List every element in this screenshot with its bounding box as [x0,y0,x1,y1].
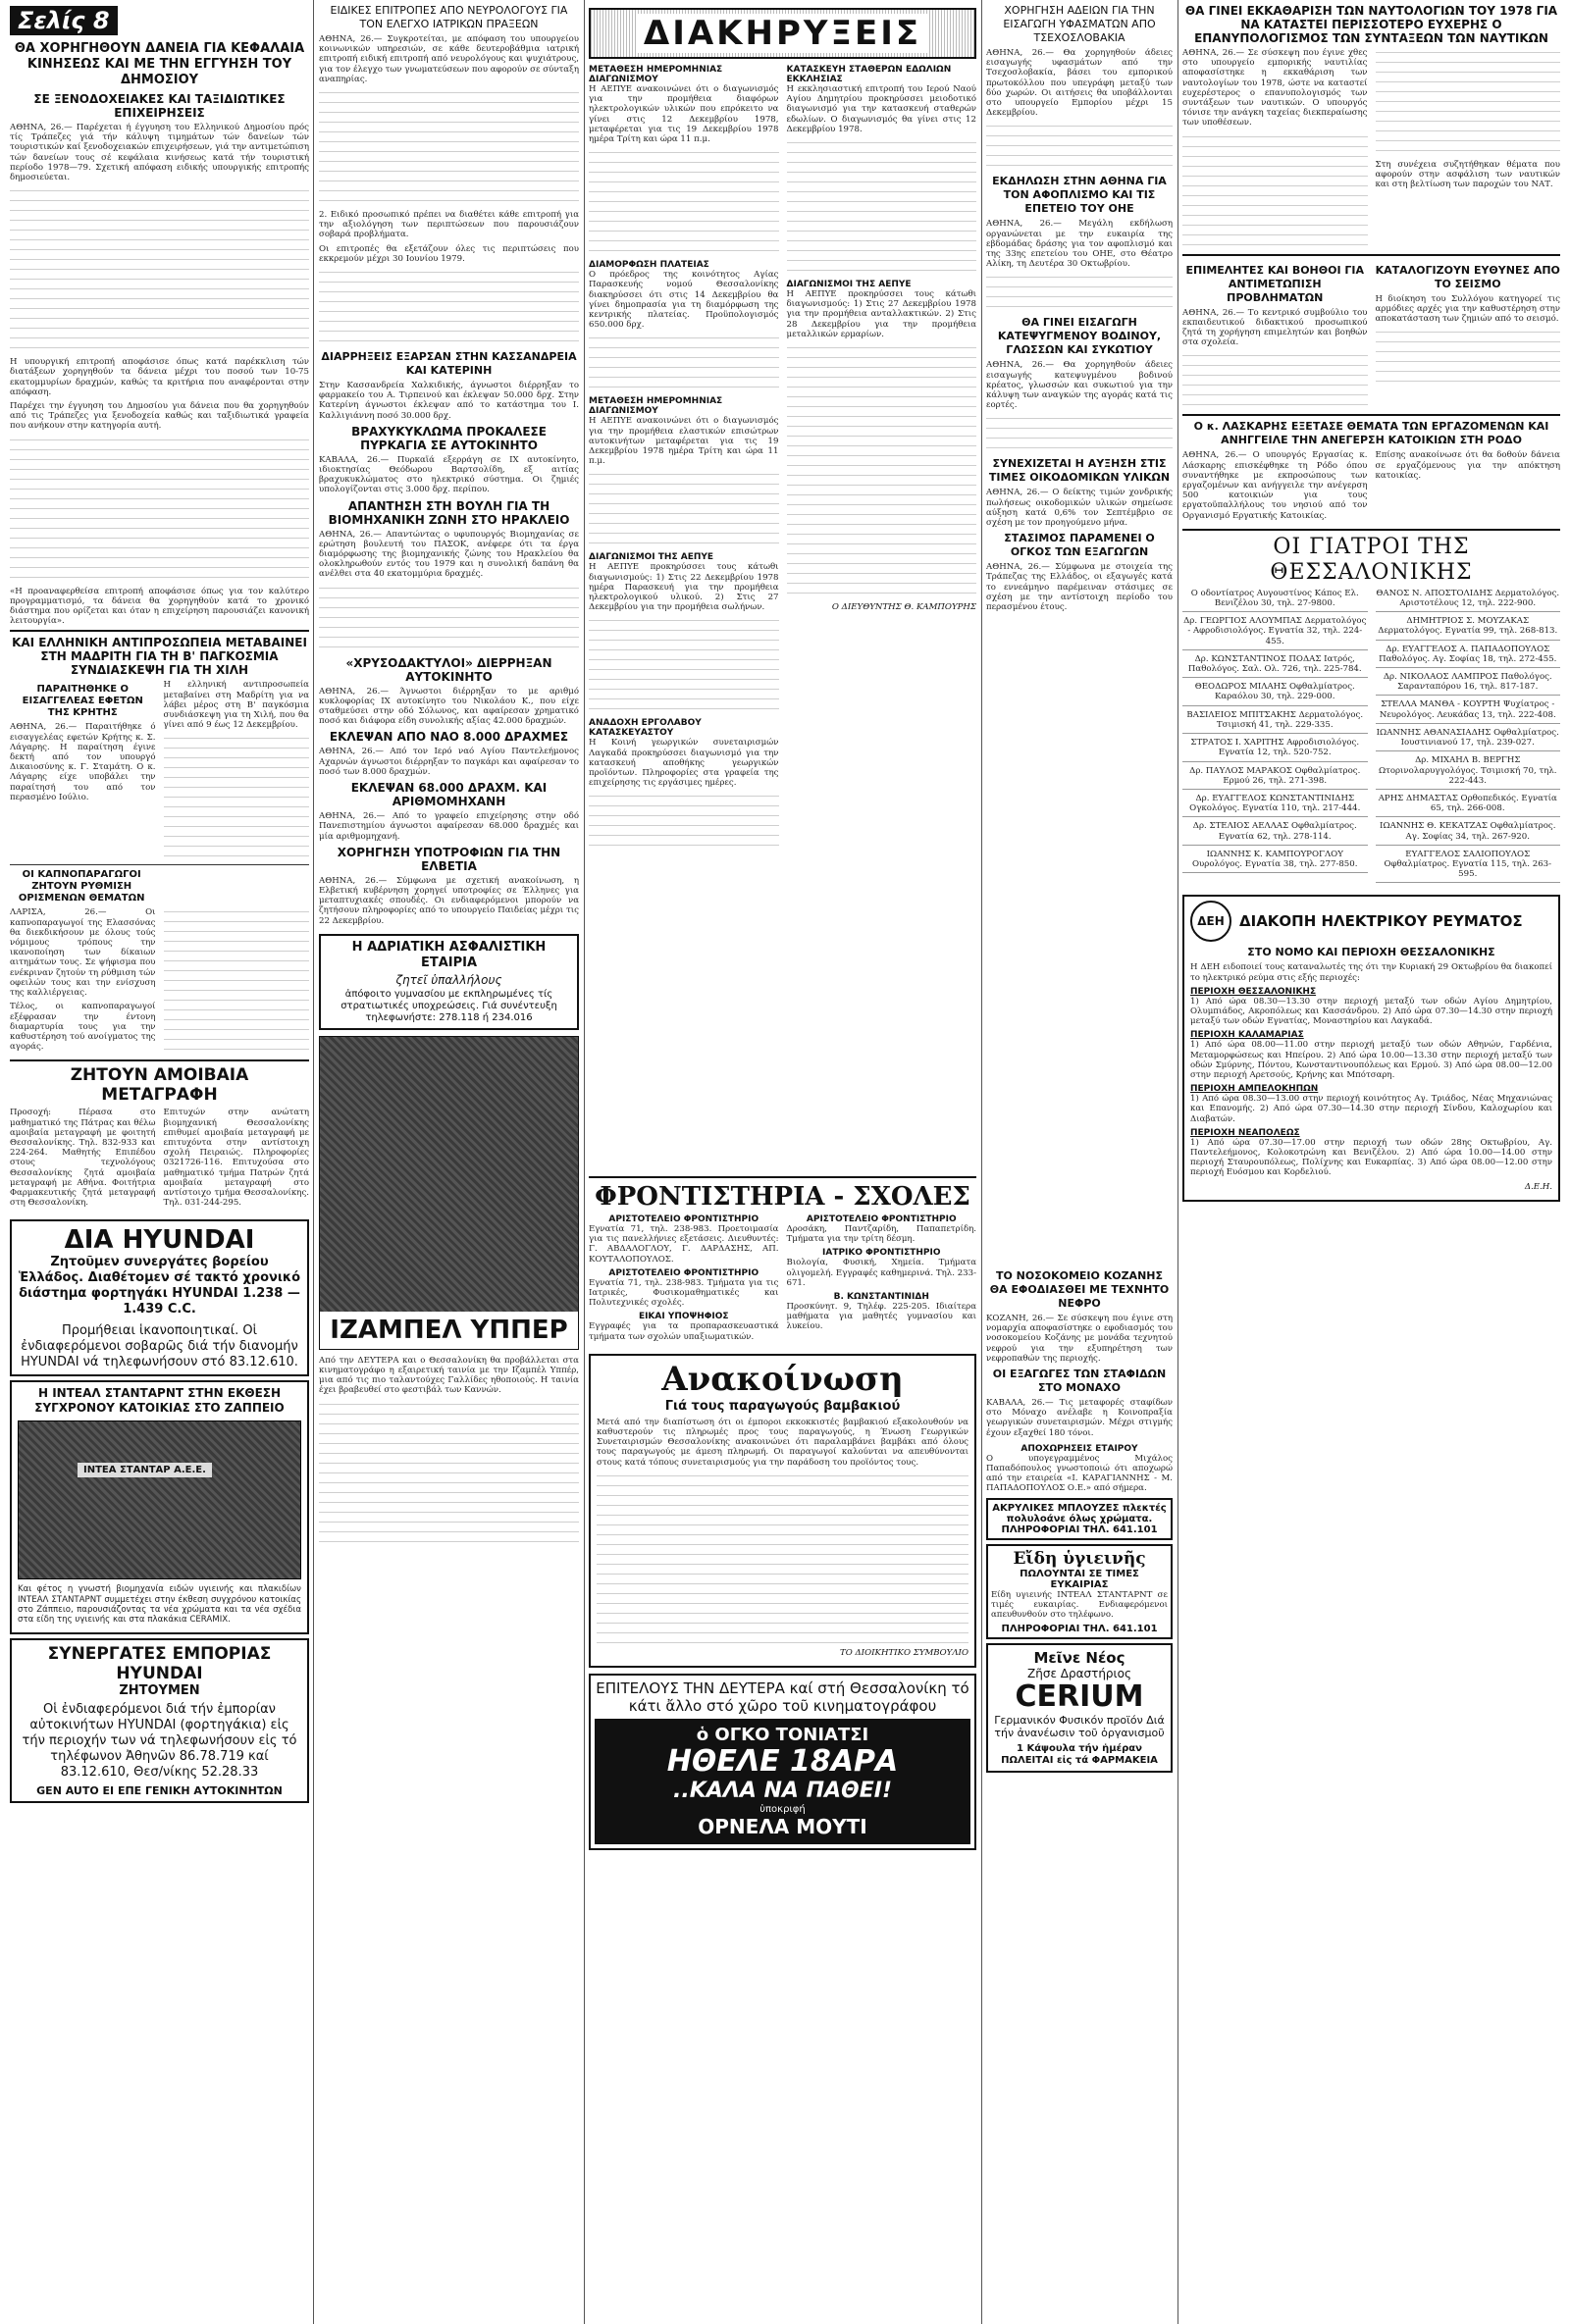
headline-short-circuit: ΒΡΑΧΥΚΥΚΛΩΜΑ ΠΡΟΚΑΛΕΣΕ ΠΥΡΚΑΓΙΑ ΣΕ ΑΥΤΟΚΙΝΗΤΟ [351,424,547,452]
ad-sanitary-text: Είδη υγιεινής ΙΝΤΕΑΛ ΣΤΑΝΤΑΡΝΤ σε τιμές ευκαιρίας. Ενδιαφερόμενοι απευθυνθούν στο τηλέφωνο. [991,1589,1168,1621]
article-quake: Η διοίκηση του Συλλόγου κατηγορεί τις αρμόδιες αρχές για την καθυστέρηση στην αποκατάσταση των ζημιών από το σεισμό. [1375,293,1560,325]
exhibition-sign: ΙΝΤΕΑ ΣΤΑΝΤΑΡ Α.Ε.Ε. [78,1463,212,1477]
headline-tutors: ΕΠΙΜΕΛΗΤΕΣ ΚΑΙ ΒΟΗΘΟΙ ΓΙΑ ΑΝΤΙΜΕΤΩΠΙΣΗ ΠΡΟΒΛΗΜΑΤΩΝ [1185,263,1364,304]
article-disarmament: ΑΘΗΝΑ, 26.— Μεγάλη εκδήλωση οργανώνεται με την ευκαιρία της εβδομάδας δράσης για τον αφοπλισμό και της 33ης επετείου του ΟΗΕ, στο Θέατρο Αλίκη, τη Δευτέρα 30 Οκτωβρίου. [986,219,1173,270]
headline-tobacco: ΟΙ ΚΑΠΝΟΠΑΡΑΓΩΓΟΙ ΖΗΤΟΥΝ ΡΥΘΜΙΣΗ ΟΡΙΣΜΕΝΩΝ ΘΕΜΑΤΩΝ [18,869,145,904]
ad-hyundai-sales-title: ΣΥΝΕΡΓΑΤΕΣ ΕΜΠΟΡΙΑΣ HYUNDAI [47,1644,272,1684]
cinema-line4: ὑποκριφή [759,1803,806,1815]
ad-ideal-text: Και φέτος η γνωστή βιομηχανία ειδών υγιεινής και πλακιδίων ΙΝΤΕΑΛ ΣΤΑΝΤΑΡΝΤ συμμετέχει στην έκθεση συγχρόνου κατοικίας στο Ζάππειο, παρουσιάζοντας τα νέα χρώματα και τα νέα σχέδια στα είδη της υγιεινής και στα πλακάκια CERAMIX. [18,1584,301,1625]
headline-burglaries: ΔΙΑΡΡΗΞΕΙΣ ΕΞΑΡΣΑΝ ΣΤΗΝ ΚΑΣΣΑΝΔΡΕΙΑ ΚΑΙ ΚΑΤΕΡΙΝΗ [321,350,577,378]
article-tobacco-p2: Τέλος, οι καπνοπαραγωγοί εξέφρασαν την έντονη διαμαρτυρία τους για την καθυστέρηση τού ανοίγματος της αγοράς. [10,1002,156,1053]
divider [1182,254,1560,256]
deh-area-name: ΠΕΡΙΟΧΗ ΝΕΑΠΟΛΕΩΣ [1190,1127,1300,1138]
article-short-circuit: ΚΑΒΑΛΑ, 26.— Πυρκαϊά εξερράγη σε ΙΧ αυτοκίνητο, ιδιοκτησίας Θεόδωρου Βαρτσολίδη, εξ αιτίας βραχυκυκλώματος στο ηλεκτρικό σύστημα. Οι ζημιές υπολογίζονται στις 3.000 δρχ. περίπου. [319,454,579,495]
divider [10,1059,309,1061]
headline-building-prices: ΣΥΝΕΧΙΖΕΤΑΙ Η ΑΥΞΗΣΗ ΣΤΙΣ ΤΙΜΕΣ ΟΙΚΟΔΟΜΙΚΩΝ ΥΛΙΚΩΝ [988,457,1171,485]
doctor-entry: Δρ. ΣΤΕΛΙΟΣ ΑΕΛΛΑΣ Οφθαλμίατρος. Εγνατία 62, τηλ. 278-114. [1182,821,1368,845]
front-1-heading: ΑΡΙΣΤΟΤΕΛΕΙΟ ΦΡΟΝΤΙΣΤΗΡΙΟ [608,1214,759,1224]
front-3-heading: ΙΑΤΡΙΚΟ ΦΡΟΝΤΙΣΤΗΡΙΟ [822,1248,941,1259]
cerium-line5: 1 Κάψουλα τήν ἡμέραν ΠΩΛΕΙΤΑΙ εἰς τά ΦΑΡΜΑΚΕΙΑ [1001,1743,1158,1767]
headline-church-theft: ΕΚΛΕΨΑΝ ΑΠΟ ΝΑΟ 8.000 ΔΡΑΧΜΕΣ [329,730,569,745]
ann-c-text: Η ΑΕΠΥΕ ανακοινώνει ότι ο διαγωνισμός για την προμήθεια ελαστικών επισώτρων αυτοκινήτων μεταφέρεται για τις 19 Δεκεμβρίου 1978 ημέρα Τρίτη και ώρα 11 π.μ. [589,416,779,467]
doctor-entry: ΣΤΡΑΤΟΣ Ι. ΧΑΡΙΤΗΣ Αφροδισιολόγος. Εγνατία 12, τηλ. 520-752. [1182,738,1368,761]
deh-subtitle: ΣΤΟ ΝΟΜΟ ΚΑΙ ΠΕΡΙΟΧΗ ΘΕΣΣΑΛΟΝΙΚΗΣ [1247,946,1495,959]
ad-acrylic-text: ΑΚΡΥΛΙΚΕΣ ΜΠΛΟΥΖΕΣ πλεκτές πολυλοάνε όλως χρώματα. ΠΛΗΡΟΦΟΡΙΑΙ ΤΗΛ. 641.101 [992,1502,1167,1535]
headline-fabrics: ΧΟΡΗΓΗΣΗ ΑΔΕΙΩΝ ΓΙΑ ΤΗΝ ΕΙΣΑΓΩΓΗ ΥΦΑΣΜΑΤΩΝ ΑΠΟ ΤΣΕΧΟΣΛΟΒΑΚΙΑ [1003,4,1156,44]
ann-b-heading: ΔΙΑΜΟΡΦΩΣΗ ΠΛΑΤΕΙΑΣ [589,260,709,271]
announcements-right [787,65,977,851]
divider [1182,414,1560,416]
deh-area-text: 1) Από ώρα 07.30—17.00 στην περιοχή των οδών 28ης Οκτωβρίου, Αγ. Παντελεήμονος, Κολοκοτρώνη και Βενιζέλου. 2) Από ώρα 10.00—14.00 στην περιοχή Σταυρουπόλεως, Πολίχνης και Ευκαρπίας. 3) Από ώρα 08.00—12.00 στην περιοχή Ευόσμου και Κορδελιού. [1190,1137,1552,1178]
transfer-ads-left: Προσοχή: Πέρασα στο μαθηματικό της Πάτρας και θέλω αμοιβαία μεταγραφή με φοιτητή Θεσσαλονίκης. Τηλ. 832-933 και 224-264. Μαθητής Επιπέδου στους τεχνολόγους Θεσσαλονίκης ζητά αμοιβαία μεταγραφή με Αθήνα. Φοιτήτρια Φαρμακευτικής ζητά μεταγραφή στη Θεσσαλονίκη. [10,1108,156,1209]
doctor-entry: ΒΑΣΙΛΕΙΟΣ ΜΠΙΤΣΑΚΗΣ Δερματολόγος. Τσιμισκή 41, τηλ. 229-335. [1182,710,1368,734]
ann-c-cont [589,470,779,548]
ann-a-heading: ΜΕΤΑΘΕΣΗ ΗΜΕΡΟΜΗΝΙΑΣ ΔΙΑΓΩΝΙΣΜΟΥ [589,65,723,84]
column-rule [313,0,314,2324]
notice-signature: ΤΟ ΔΙΟΙΚΗΤΙΚΟ ΣΥΜΒΟΥΛΙΟ [839,1647,968,1658]
doctor-entry: Δρ. ΕΥΑΓΓΕΛΟΣ ΚΩΝΣΤΑΝΤΙΝΙΔΗΣ Ογκολόγος. Εγνατία 110, τηλ. 217-444. [1182,794,1368,817]
cerium-line4: Γερμανικόν Φυσικόν προϊόν Διά τήν ἀνανέωσιν τοῦ ὀργανισμοῦ [994,1714,1165,1740]
headline-prosecutor: ΠΑΡΑΙΤΗΘΗΚΕ Ο ΕΙΣΑΓΓΕΛΕΑΣ ΕΦΕΤΩΝ ΤΗΣ ΚΡΗΤΗΣ [22,684,143,719]
article-tutors: ΑΘΗΝΑ, 26.— Το κεντρικό συμβούλιο του εκπαιδευτικού διδακτικού προσωπικού ζητά τη χορήγηση επιμελητών και βοηθών στα σχολεία. [1182,307,1368,348]
article-loans-p1: ΑΘΗΝΑ, 26.— Παρέχεται ή έγγυηση του Ελληνικού Δημοσίου πρός τίς Τράπεζες γιά τήν κάλυψη τιμημάτων τών δανείων τών τουριστικών καί ξενοδοχειακών επιχειρήσεων, γιά την αντιμετώπιση τών δανείων τους σέ κεφάλαια κινήσεως κατά τήν τουριστική περίοδο 1978—79. Σχετική απόφαση ειδικής υπουργικής επιτροπής δημοσιεύεται. [10,123,309,183]
ann-b-text: Ο πρόεδρος της κοινότητος Αγίας Παρασκευής νομού Θεσσαλονίκης διακηρύσσει ότι στις 14 Δεκεμβρίου θα γίνει δημοπρασία για τη διαμόρφωση της κεντρικής πλατείας. Προϋπολογισμός 650.000 δρχ. [589,270,779,331]
deh-title: ΔΙΑΚΟΠΗ ΗΛΕΚΤΡΙΚΟΥ ΡΕΥΜΑΤΟΣ [1239,912,1523,931]
doctor-entry: ΙΩΑΝΝΗΣ ΑΘΑΝΑΣΙΑΔΗΣ Οφθαλμίατρος. Ιουστινιανού 17, τηλ. 239-027. [1376,728,1561,751]
divider [10,864,309,865]
ad-adriatic-text: ἀπόφοιτο γυμνασίου με εκπληρωμένες τίς στρατιωτικές υποχρεώσεις. Γιά συνέντευξη τηλεφωνήστε: 278.118 ή 234.016 [340,988,557,1023]
seamen-right [1376,48,1561,250]
ad-adriatic-sub: ζητεῖ ὑπαλλήλους [395,972,502,987]
headline-loans: ΘΑ ΧΟΡΗΓΗΘΟΥΝ ΔΑΝΕΙΑ ΓΙΑ ΚΕΦΑΛΑΙΑ ΚΙΝΗΣΕΩΣ ΚΑΙ ΜΕ ΤΗΝ ΕΓΓΥΗΣΗ ΤΟΥ ΔΗΜΟΣΙΟΥ [14,41,305,87]
ad-hyundai-title: ΔΙΑ HYUNDAI [64,1225,255,1256]
doctor-entry: Δρ. ΓΕΩΡΓΙΟΣ ΑΛΟΥΜΠΑΣ Δερματολόγος - Αφροδισιολόγος. Εγνατία 32, τηλ. 224-455. [1182,616,1368,650]
doctor-entry: ΕΥΑΓΓΕΛΟΣ ΣΑΛΙΟΠΟΥΛΟΣ Οφθαλμίατρος. Εγνατία 115, τηλ. 263-595. [1376,850,1561,884]
doctors-right [1376,589,1561,887]
ad-huppert [319,1036,579,1350]
frontistiria-row [589,1214,976,1346]
article-loans-p3: Παρέχει την έγγυηση του Δημοσίου για δάνεια που θα χορηγηθούν από τις Τράπεζες για ξενοδοχεία καθώς και ταξιδιωτικά γραφεία που ανήκουν στην κατηγορία αυτή. [10,401,309,432]
column-3b [589,1172,976,1854]
article-burglaries: Στην Κασσανδρεία Χαλκιδικής, άγνωστοι διέρρηξαν το φαρμακείο του Α. Τιρπεινού και έκλεψαν 50.000 δρχ. Στην Κατερίνη άγνωστοι έκλεψαν από το κατάστημα του Ι. Καλλιγιάννη ποσό 30.000 δρχ. [319,381,579,421]
article-neurologists-cont [319,88,579,206]
front-6-text: Δροσάκη, Παντζαρίδη, Παπαπετρίδη. Τμήματα για την τρίτη δέσμη. [786,1224,976,1245]
ann-d-heading: ΔΙΑΓΩΝΙΣΜΟΙ ΤΗΣ ΑΕΠΥΕ [589,552,714,563]
page-label: Σελίς 8 [10,6,118,35]
headline-madrid: ΚΑΙ ΕΛΛΗΝΙΚΗ ΑΝΤΙΠΡΟΣΩΠΕΙΑ ΜΕΤΑΒΑΙΝΕΙ ΣΤΗ ΜΑΔΡΙΤΗ ΓΙΑ ΤΗ Β' ΠΑΓΚΟΣΜΙΑ ΣΥΝΔΙΑΣΚΕΨΗ ΓΙΑ ΤΗ ΧΙΛΗ [12,636,307,678]
headline-calculator-theft: ΕΚΛΕΨΑΝ 68.000 ΔΡΑΧΜ. ΚΑΙ ΑΡΙΘΜΟΜΗΧΑΝΗ [350,781,548,809]
article-building-prices: ΑΘΗΝΑ, 26.— Ο δείκτης τιμών χονδρικής πωλήσεως οικοδομικών υλικών σημείωσε αύξηση κατά 0,6% τον Σεπτέμβριο σε σχέση με τον προηγούμενο μήνα. [986,488,1173,529]
ann-signature: Ο ΔΙΕΥΘΥΝΤΗΣ Θ. ΚΑΜΠΟΥΡΗΣ [831,602,976,613]
ann-e-cont [589,792,779,851]
ad-cerium [986,1643,1173,1773]
notice-text-cont [597,1472,968,1648]
article-neurologists-p3: Οι επιτροπές θα εξετάζουν όλες τις περιπτώσεις που εκκρεμούν μέχρι 30 Ιουνίου 1979. [319,243,579,264]
article-tobacco-p1: ΛΑΡΙΣΑ, 26.— Οι καπνοπαραγωγοί της Ελασσόνας θα διεκδικήσουν με όλους τούς νόμιμους τρόπους την ικανοποίηση των δίκαιων αιτημάτων τους. Σε ψήφισμα που ενέκριναν ζητούν τη ρύθμιση τών οφειλών τους και την ενίσχυση της καλλιέργειας. [10,907,156,999]
article-fabrics-cont [986,122,1173,171]
madrid-right [164,680,310,861]
article-seamen-more [1376,48,1561,156]
ann-a-cont [589,148,779,256]
ann-b-cont [589,334,779,392]
article-tutors-cont [1182,351,1368,410]
doctor-entry: ΙΩΑΝΝΗΣ Θ. ΚΕΚΑΤΖΑΣ Οφθαλμίατρος. Αγ. Σοφίας 34, τηλ. 267-920. [1376,821,1561,845]
headline-industrial-zone: ΑΠΑΝΤΗΣΗ ΣΤΗ ΒΟΥΛΗ ΓΙΑ ΤΗ ΒΙΟΜΗΧΑΝΙΚΗ ΖΩΝΗ ΣΤΟ ΗΡΑΚΛΕΙΟ [328,498,570,527]
article-beef-import-cont [986,414,1173,453]
ann-k-cont [787,138,977,276]
front-2-heading: ΑΡΙΣΤΟΤΕΛΕΙΟ ΦΡΟΝΤΙΣΤΗΡΙΟ [608,1267,759,1278]
doctors-title: ΟΙ ΓΙΑΤΡΟΙ ΤΗΣ ΘΕΣΣΑΛΟΝΙΚΗΣ [1270,534,1473,585]
cinema-line5: ΟΡΝΕΛΑ ΜΟΥΤΙ [698,1814,867,1838]
headline-scholarships: ΧΟΡΗΓΗΣΗ ΥΠΟΤΡΟΦΙΩΝ ΓΙΑ ΤΗΝ ΕΛΒΕΤΙΑ [337,845,561,873]
ad-sanitary-title: Εἴδη ὑγιεινῆς [1013,1548,1146,1569]
announcements-banner [589,8,976,59]
article-neurologists-p1: ΑΘΗΝΑ, 26.— Συγκροτείται, με απόφαση του υπουργείου κοινωνικών υπηρεσιών, σε κάθε δευτεροβάθμια ιατρική επιτροπή ειδική επιτροπή από νευρολόγους και ψυχιάτρους, για τον έλεγχο των γνωματεύσεων που αφορούν σε σύνταξη αναπηρίας. [319,34,579,84]
article-disarmament-cont [986,273,1173,312]
article-loans-continued [10,186,309,353]
ann-l-cont [787,343,977,598]
exhibition-photo [18,1420,301,1579]
divider [1182,529,1560,531]
ad-sanitary-tel: ΠΛΗΡΟΦΟΡΙΑΙ ΤΗΛ. 641.101 [1001,1624,1158,1635]
article-neurologists-p2: 2. Ειδικό προσωπικό πρέπει να διαθέτει κάθε επιτροπή για την αξιολόγηση των περιπτώσεων που παρουσιάζουν σοβαρά προβλήματα. [319,210,579,240]
article-seamen-p1: ΑΘΗΝΑ, 26.— Σε σύσκεψη που έγινε χθες στο υπουργείο εμπορικής ναυτιλίας αποφασίστηκε η εκκαθάριση των ναυτολογίων του 1978, ώστε να καταστεί ευχερέστερος ο επανυπολογισμός των συντάξεων των ναυτικών. Ο υπουργός τόνισε την ανάγκη ταχείας διεκπεραίωσης των υποθέσεων. [1182,48,1368,129]
notice-text: Μετά από την διαπίστωση ότι οι έμποροι εκκοκκιστές βαμβακιού εξακολουθούν να καθυστερούν τις πληρωμές προς τους παραγωγούς, η Ένωση Γεωργικών Συνεταιρισμών Θεσσαλονίκης ανακοινώνει ότι παραλαμβάνει βαμβάκι από όλους τους παραγωγούς με άμεση πληρωμή. Οι παραγωγοί καλούνται να απευθύνονται στους κατά τόπους συνεταιρισμούς για την παράδοση του προϊόντος τους. [597,1417,968,1468]
headline-quake: ΚΑΤΑΛΟΓΙΖΟΥΝ ΕΥΘΥΝΕΣ ΑΠΟ ΤΟ ΣΕΙΣΜΟ [1375,263,1560,290]
ad-sanitary [986,1544,1173,1640]
frontistiria-right [787,1214,977,1346]
cinema-line2: ΗΘΕΛΕ 18ΑΡΑ [666,1743,899,1779]
ann-k-heading: ΚΑΤΑΣΚΕΥΗ ΣΤΑΘΕΡΩΝ ΕΔΩΛΙΩΝ ΕΚΚΛΗΣΙΑΣ [786,65,952,84]
ann-d-cont [589,616,779,714]
article-scholarships: ΑΘΗΝΑ, 26.— Σύμφωνα με σχετική ανακοίνωση, η Ελβετική κυβέρνηση χορηγεί υποτροφίες σε Έλληνες για μεταπτυχιακές σπουδές. Οι ενδιαφερόμενοι μπορούν να ζητήσουν πληροφορίες από το υπουργείο Παιδείας μέχρι τις 22 Δεκεμβρίου. [319,875,579,926]
headline-car-burglary: «ΧΡΥΣΟΔΑΚΤΥΛΟΙ» ΔΙΕΡΡΗΞΑΝ ΑΥΤΟΚΙΝΗΤΟ [345,655,552,684]
announcements-left [589,65,779,851]
huppert-text: Από την ΔΕΥΤΕΡΑ και ο Θεσσαλονίκη θα προβάλλεται στα κινηματογράφο η εξαιρετική ταινία με την Ιζαμπέλ Υππέρ, μια από τις πιο ταλαντούχες Γαλλίδες ηθοποιούς. Η ταινία έχει βραβευθεί στο φεστιβάλ των Καννών. [319,1355,579,1396]
notice-subtitle: Γιά τους παραγωγούς βαμβακιού [664,1398,901,1414]
ann-l-text: Η ΑΕΠΥΕ προκηρύσσει τους κάτωθι διαγωνισμούς: 1) Στις 27 Δεκεμβρίου 1978 για την προμήθεια ανταλλακτικών. 2) Στις 28 Δεκεμβρίου για την προμήθεια μεταλλικών ερμαρίων. [786,289,976,339]
tutors-quake-row [1182,260,1560,411]
tobacco-left [10,907,156,1056]
headline-raisins: ΟΙ ΕΞΑΓΩΓΕΣ ΤΩΝ ΣΤΑΦΙΔΩΝ ΣΤΟ ΜΟΝΑΧΟ [992,1368,1167,1395]
ann-a-text: Η ΑΕΠΥΕ ανακοινώνει ότι ο διαγωνισμός για την προμήθεια διαφόρων ηλεκτρολογικών υλικών που επρόκειτο να γίνει στις 12 Δεκεμβρίου 1978, μεταφέρεται για τις 19 Δεκεμβρίου 1978 ημέρα Τρίτη και ώρα 11 π.μ. [589,84,779,145]
headline-seamen: ΘΑ ΓΙΝΕΙ ΕΚΚΑΘΑΡΙΣΗ ΤΩΝ ΝΑΥΤΟΛΟΓΙΩΝ ΤΟΥ 1978 ΓΙΑ ΝΑ ΚΑΤΑΣΤΕΙ ΠΕΡΙΣΣΟΤΕΡΟ ΕΥΧΕΡΗΣ Ο ΕΠΑΝΥΠΟΛΟΓΙΣΜΟΣ ΤΩΝ ΣΥΝΤΑΞΕΩΝ ΤΩΝ ΝΑΥΤΙΚΩΝ [1184,4,1558,45]
ad-hyundai-sales-footer: GEN AUTO ΕΙ ΕΠΕ ΓΕΝΙΚΗ ΑΥΤΟΚΙΝΗΤΩΝ [36,1784,283,1798]
quake-col [1376,260,1561,411]
column-rule [981,0,982,2324]
column-rule [584,0,585,2324]
column-3 [589,0,976,851]
headline-transfer: ΖΗΤΟΥΝ ΑΜΟΙΒΑΙΑ ΜΕΤΑΓΡΑΦΗ [70,1065,249,1106]
article-industrial-zone-cont [319,584,579,652]
ad-sanitary-sub: ΠΩΛΟΥΝΤΑΙ ΣΕ ΤΙΜΕΣ ΕΥΚΑΙΡΙΑΣ [1020,1568,1139,1590]
cinema-top: ΕΠΙΤΕΛΟΥΣ ΤΗΝ ΔΕΥΤΕΡΑ καί στή Θεσσαλονίκη τό κάτι ἄλλο στό χῶρο τοῦ κινηματογράφου [596,1678,969,1715]
doctor-entry: ΘΕΟΔΩΡΟΣ ΜΙΛΑΗΣ Οφθαλμίατρος. Καραόλου 30, τηλ. 229-000. [1182,682,1368,705]
ad-ideal-title: Η ΙΝΤΕΑΛ ΣΤΑΝΤΑΡΝΤ ΣΤΗΝ ΕΚΘΕΣΗ ΣΥΓΧΡΟΝΟΥ ΚΑΤΟΙΚΙΑΣ ΣΤΟ ΖΑΠΠΕΙΟ [34,1386,285,1416]
headline-disarmament: ΕΚΔΗΛΩΣΗ ΣΤΗΝ ΑΘΗΝΑ ΓΙΑ ΤΟΝ ΑΦΟΠΛΙΣΜΟ ΚΑΙ ΤΙΣ ΕΠΕΤΕΙΟ ΤΟΥ ΟΗΕ [992,175,1167,216]
departure-heading: ΑΠΟΧΩΡΗΣΕΙΣ ΕΤΑΙΡΟΥ [1020,1443,1138,1454]
ad-ideal-standard [10,1380,309,1634]
article-raisins: ΚΑΒΑΛΑ, 26.— Τις μεταφορές σταφίδων στο Μόναχο ανέλαβε η Κοινοπραξία γεωργικών συνεταιρισμών. Μέχρι στιγμής έχουν εξαχθεί 180 τόνοι. [986,1398,1173,1438]
article-car-burglary: ΑΘΗΝΑ, 26.— Άγνωστοι διέρρηξαν το με αριθμό κυκλοφορίας ΙΧ αυτοκίνητο του Νικολάου Κ., που είχε σταθμεύσει στην οδό Σόλωνος, και αφαίρεσαν χρηματικό ποσό και διάφορα είδη συνολικής αξίας 42.000 δραχμών. [319,686,579,727]
column-2 [319,0,579,1547]
ad-hyundai-sales-text: Οἱ ἐνδιαφερόμενοι διά τήν ἐμπορίαν αὐτοκινήτων HYUNDAI (φορτηγάκια) εἰς τήν περιοχήν των νά τηλεφωνήσουν εἰς τό τηλέφωνον Ἀθηνῶν 86.78.719 καί 83.12.610, Θεσ/νίκης 52.28.33 [22,1702,297,1781]
headline-exports: ΣΤΑΣΙΜΟΣ ΠΑΡΑΜΕΝΕΙ Ο ΟΓΚΟΣ ΤΩΝ ΕΞΑΓΩΓΩΝ [1004,532,1155,559]
doctor-entry: Δρ. ΜΙΧΑΗΛ Β. ΒΕΡΓΗΣ Ωτορινολαρυγγολόγος. Τσιμισκή 70, τηλ. 222-443. [1376,755,1561,790]
headline-neurologists: ΕΙΔΙΚΕΣ ΕΠΙΤΡΟΠΕΣ ΑΠΟ ΝΕΥΡΟΛΟΓΟΥΣ ΓΙΑ ΤΟΝ ΕΛΕΓΧΟ ΙΑΤΡΙΚΩΝ ΠΡΑΞΕΩΝ [330,4,568,30]
deh-area-name: ΠΕΡΙΟΧΗ ΑΜΠΕΛΟΚΗΠΩΝ [1190,1084,1319,1095]
deh-area-name: ΠΕΡΙΟΧΗ ΚΑΛΑΜΑΡΙΑΣ [1190,1030,1304,1041]
cerium-brand: CERIUM [1015,1679,1144,1715]
cinema-poster [595,1719,970,1844]
article-beef-import: ΑΘΗΝΑ, 26.— Θα χορηγηθούν άδειες εισαγωγής κατεψυγμένου βοδινού κρέατος, γλωσσών και συκωτιού για την κάλυψη των αναγκών της αγοράς κατά τις εορτές. [986,360,1173,411]
madrid-row [10,680,309,861]
frontistiria-left [589,1214,779,1346]
madrid-left [10,680,156,861]
article-laskaris-p1: ΑΘΗΝΑ, 26.— Ο υπουργός Εργασίας κ. Λάσκαρης επισκέφθηκε τη Ρόδο όπου συναντήθηκε με εκπροσώπους των εργαζομένων και ανήγγειλε την ανέγερση 500 κατοικιών για τους εργατοϋπαλλήλους του νησιού από τον Οργανισμό Εργατικής Κατοικίας. [1182,450,1368,521]
huppert-title: ΙΖΑΜΠΕΛ ΥΠΠΕΡ [330,1315,568,1345]
doctors-list [1182,589,1560,887]
seamen-left [1182,48,1368,250]
ad-adriatic [319,934,579,1030]
column-4 [986,0,1173,616]
deh-areas [1190,987,1552,1178]
frontistiria-title: ΦΡΟΝΤΙΣΤΗΡΙΑ - ΣΧΟΛΕΣ [595,1182,970,1212]
notice-title: Ανακοίνωση [661,1359,904,1399]
article-church-theft: ΑΘΗΝΑ, 26.— Από τον Ιερό ναό Αγίου Παντελεήμονος Αχαρνών άγνωστοι διέρρηξαν το παγκάρι και αφαίρεσαν το ποσό των 8.000 δραχμών. [319,747,579,777]
article-calculator-theft: ΑΘΗΝΑ, 26.— Από το γραφείο επιχείρησης στην οδό Πανεπιστημίου άγνωστοι αφαίρεσαν 68.000 δραχμές και μία αριθμομηχανή. [319,811,579,842]
ad-acrylic [986,1498,1173,1540]
column-5 [1182,0,1560,1206]
divider [589,1176,976,1178]
article-madrid-more [164,907,310,1055]
deh-header [1190,901,1552,942]
deh-area-text: 1) Από ώρα 08.00—11.00 στην περιοχή μεταξύ των οδών Αθηνών, Γαρδένια, Μεταμορφώσεως και Ηπείρου. 2) Από ώρα 10.00—13.30 στην περιοχή μεταξύ των οδών Σμύρνης, Πόντου, Κωνσταντινουπόλεως και Ερμού. 3) Από ώρα 08.00—12.00 στην περιοχή Αρετσούς, Κρήνης και Μπότσαρη. [1190,1040,1552,1080]
column-4b [986,1265,1173,1777]
cinema-line1: ὁ ΟΓΚΟ ΤΟΝΙΑΤΣΙ [696,1724,869,1745]
front-6-heading: ΑΡΙΣΤΟΤΕΛΕΙΟ ΦΡΟΝΤΙΣΤΗΡΙΟ [806,1214,957,1224]
cinema-line3: ..ΚΑΛΑ ΝΑ ΠΑΘΕΙ! [673,1778,892,1803]
ad-hyundai-p2: Προμήθειαι ἱκανοποιητικαί. Οἱ ἐνδιαφερόμενοι σοβαρῶς διά τήν διανομήν HYUNDAI νά τηλεφωνήσουν στό 83.12.610. [21,1323,298,1370]
article-fabrics: ΑΘΗΝΑ, 26.— Θα χορηγηθούν άδειες εισαγωγής υφασμάτων από την Τσεχοσλοβακία, βάσει του εμπορικού πρωτοκόλλου που υπεγράφη μεταξύ των δύο χωρών. Οι αιτήσεις θα υποβάλλονται στο υπουργείο Εμπορίου μέχρι 15 Δεκεμβρίου. [986,48,1173,119]
doctor-entry: ΣΤΕΛΛΑ ΜΑΝΘΑ - ΚΟΥΡΤΗ Ψυχίατρος - Νευρολόγος. Λευκάδας 13, τηλ. 222-408. [1376,699,1561,723]
front-4-text: Προσκύνητ. 9, Τηλέφ. 225-205. Ιδιαίτερα μαθήματα για μαθητές γυμνασίου και λυκείου. [786,1302,976,1332]
ad-adriatic-title: Η ΑΔΡΙΑΤΙΚΗ ΑΣΦΑΛΙΣΤΙΚΗ ΕΤΑΙΡΙΑ [351,939,547,970]
doctors-left [1182,589,1368,887]
ann-l-heading: ΔΙΑΓΩΝΙΣΜΟΙ ΤΗΣ ΑΕΠΥΕ [786,280,912,290]
tutors-col [1182,260,1368,411]
announcements-row [589,65,976,851]
deh-logo: ΔΕΗ [1190,901,1231,942]
laskaris-row [1182,450,1560,524]
doctor-entry: Δρ. ΝΙΚΟΛΑΟΣ ΛΑΜΠΡΟΣ Παθολόγος. Σαρανταπόρου 16, τηλ. 817-187. [1376,672,1561,696]
ann-e-heading: ΑΝΑΔΟΧΗ ΕΡΓΟΛΑΒΟΥ ΚΑΤΑΣΚΕΥΑΣΤΟΥ [589,718,702,739]
article-loans-more [10,436,309,583]
article-quake-cont [1376,328,1561,387]
article-madrid: Η ελληνική αντιπροσωπεία μεταβαίνει στη Μαδρίτη για να λάβει μέρος στη Β' παγκόσμια συνδιάσκεψη για τη Χιλή, που θα γίνει από 9 έως 12 Δεκεμβρίου. [163,680,309,731]
ann-d-text: Η ΑΕΠΥΕ προκηρύσσει τους κάτωθι διαγωνισμούς: 1) Στις 22 Δεκεμβρίου 1978 ημέρα Παρασκευή για την προμήθεια ηλεκτρολογικού υλικού. 2) Στις 27 Δεκεμβρίου για την προμήθεια σωλήνων. [589,562,779,613]
deh-notice [1182,895,1560,1201]
deh-area-text: 1) Από ώρα 08.30—13.30 στην περιοχή μεταξύ των οδών Αγίου Δημητρίου, Ολυμπιάδος, Ακροπόλεως και Κασσάνδρου. 2) Από ώρα 07.30—14.30 στην περιοχή μεταξύ των οδών Εγνατίας, Μοναστηρίου και Λαγκαδά. [1190,996,1552,1027]
front-3-text: Βιολογία, Φυσική, Χημεία. Τμήματα ολιγομελή. Εγγραφές καθημερινά. Τηλ. 233-671. [786,1258,976,1288]
article-industrial-zone: ΑΘΗΝΑ, 26.— Απαντώντας ο υφυπουργός Βιομηχανίας σε ερώτηση βουλευτή του ΠΑΣΟΚ, ανέφερε ότι τα έργα διαμόρφωσης της βιομηχανικής ζώνης του Ηρακλείου θα ολοκληρωθούν εντός του 1979 και η συνολική δαπάνη θα ανέλθει στα 40 εκατομμύρια δραχμές. [319,529,579,580]
ad-hyundai-dealers [10,1219,309,1376]
front-2-text: Εγνατία 71, τηλ. 238-983. Τμήματα για τις Ιατρικές, Φυσικομαθηματικές και Πολυτεχνικές σχολές. [589,1277,779,1309]
deh-intro: Η ΔΕΗ ειδοποιεί τους καταναλωτές της ότι την Κυριακή 29 Οκτωβρίου θα διακοπεί το ηλεκτρικό ρεύμα στις εξής περιοχές: [1190,962,1552,983]
departure-text: Ο υπογεγραμμένος Μιχάλος Παπαδόπουλος γνωστοποιώ ότι αποχωρώ από την εταιρεία «Ι. ΚΑΡΑΓΙΑΝΝΗΣ - Μ. ΠΑΠΑΔΟΠΟΥΛΟΣ Ο.Ε.» από σήμερα. [986,1453,1173,1494]
deh-area-text: 1) Από ώρα 08.30—13.00 στην περιοχή κοινότητος Αγ. Τριάδος, Νέας Μηχανιώνας και Επανομής. 2) Από ώρα 07.30—14.30 στην περιοχή Σίνδου, Καλοχωρίου και Διαβατών. [1190,1094,1552,1124]
ad-hyundai-sales [10,1638,309,1803]
headline-laskaris: Ο κ. ΛΑΣΚΑΡΗΣ ΕΞΕΤΑΣΕ ΘΕΜΑΤΑ ΤΩΝ ΕΡΓΑΖΟΜΕΝΩΝ ΚΑΙ ΑΝΗΓΓΕΙΛΕ ΤΗΝ ΑΝΕΓΕΡΣΗ ΚΑΤΟΙΚΙΩΝ ΣΤΗ ΡΟΔΟ [1193,420,1549,447]
article-exports: ΑΘΗΝΑ, 26.— Σύμφωνα με στοιχεία της Τράπεζας της Ελλάδος, οι εξαγωγές κατά το εννεάμηνο παρέμειναν στάσιμες σε σχέση με την αντίστοιχη περίοδο του περασμένου έτους. [986,562,1173,613]
article-loans-p2: Η υπουργική επιτροπή αποφάσισε όπως κατά παρέκκλιση τών διατάξεων χορηγηθούν τα δάνεια μέχρι του ποσού των 10-75 εκατομμυρίων δραχμών, καθώς τα κριτήρια που αναφέρονται στην απόφαση. [10,357,309,397]
article-madrid-continued [164,734,310,861]
ann-e-text: Η Κοινή γεωργικών συνεταιρισμών Λαγκαδά προκηρύσσει διαγωνισμό για την κατασκευή αποθήκης γεωργικών προϊόντων. Πληροφορίες στα γραφεία της επιχείρησης τις εργάσιμες ημέρες. [589,738,779,789]
deh-area-name: ΠΕΡΙΟΧΗ ΘΕΣΣΑΛΟΝΙΚΗΣ [1190,986,1317,997]
headline-kozani: ΤΟ ΝΟΣΟΚΟΜΕΙΟ ΚΟΖΑΝΗΣ ΘΑ ΕΦΟΔΙΑΣΘΕΙ ΜΕ ΤΕΧΝΗΤΟ ΝΕΦΡΟ [989,1269,1170,1310]
doctor-entry: Δρ. ΚΩΝΣΤΑΝΤΙΝΟΣ ΠΟΔΑΣ Ιατρός, Παθολόγος. Σαλ. Ολ. 726, τηλ. 225-784. [1182,654,1368,678]
front-1-text: Εγνατία 71, τηλ. 238-983. Προετοιμασία για τις πανελλήνιες εξετάσεις. Διευθυντές: Γ. ΑΒΔΑΛΟΓΛΟΥ, Γ. ΔΑΡΔΑΣΗΣ, ΑΠ. ΚΟΥΤΑΛΟΠΟΥΛΟΣ. [589,1224,779,1265]
doctor-entry: ΘΑΝΟΣ Ν. ΑΠΟΣΤΟΛΙΔΗΣ Δερματολόγος. Αριστοτέλους 12, τηλ. 222-900. [1376,589,1561,612]
notice-box [589,1354,976,1668]
article-seamen-p2: Στη συνέχεια συζητήθηκαν θέματα που αφορούν στην ασφάλιση των ναυτικών και στη βελτίωση των παροχών του ΝΑΤ. [1375,160,1560,190]
seamen-row [1182,48,1560,250]
ad-hyundai-sales-sub: ΖΗΤΟΥΜΕΝ [119,1683,200,1699]
article-loans-p4: «Η προαναφερθείσα επιτροπή αποφάσισε όπως για τον καλύτερο προγραμματισμό, τα δάνεια θα χορηγηθούν κατά το χρονικό διάστημα που ορίζεται και όταν η επιχείρηση παρουσιάζει κανονική λειτουργία». [10,586,309,627]
article-kozani: ΚΟΖΑΝΗ, 26.— Σε σύσκεψη που έγινε στη νομαρχία αποφασίστηκε ο εφοδιασμός του νοσοκομείου Κοζάνης με μονάδα τεχνητού νεφρού για την εξυπηρέτηση των νεφροπαθών της περιοχής. [986,1314,1173,1364]
front-5-heading: ΕΙΚΑΙ ΥΠΟΨΗΦΙΟΣ [638,1312,729,1322]
ad-cinema [589,1674,976,1850]
doctor-entry: Δρ. ΠΑΥΛΟΣ ΜΑΡΑΚΟΣ Οφθαλμίατρος. Ερμού 26, τηλ. 271-398. [1182,766,1368,790]
ann-c-heading: ΜΕΤΑΘΕΣΗ ΗΜΕΡΟΜΗΝΙΑΣ ΔΙΑΓΩΝΙΣΜΟΥ [589,396,723,417]
doctor-entry: Δρ. ΕΥΑΓΓΕΛΟΣ Α. ΠΑΠΑΔΟΠΟΥΛΟΣ Παθολόγος. Αγ. Σοφίας 18, τηλ. 272-455. [1376,645,1561,668]
front-4-heading: Β. ΚΩΝΣΤΑΝΤΙΝΙΔΗ [833,1292,929,1303]
ad-hyundai-p1: Ζητοῦμεν συνεργάτες βορείου Ἑλλάδος. Διαθέτομεν σέ τακτό χρονικό διάστημα φορτηγάκι HYUNDAI 1.238 — 1.439 C.C. [18,1255,301,1317]
headline-beef-import: ΘΑ ΓΙΝΕΙ ΕΙΣΑΓΩΓΗ ΚΑΤΕΨΥΓΜΕΝΟΥ ΒΟΔΙΝΟΥ, ΓΛΩΣΣΩΝ ΚΑΙ ΣΥΚΩΤΙΟΥ [997,316,1162,357]
article-seamen-cont [1182,132,1368,250]
headline-loans-sub: ΣΕ ΞΕΝΟΔΟΧΕΙΑΚΕΣ ΚΑΙ ΤΑΞΙΔΙΩΤΙΚΕΣ ΕΠΙΧΕΙΡΗΣΕΙΣ [33,92,286,120]
tobacco-right [164,907,310,1056]
cerium-line2: Ζῆσε Δραστήριος [1027,1667,1131,1681]
huppert-text-cont [319,1400,579,1547]
article-laskaris-p2: Επίσης ανακοίνωσε ότι θα δοθούν δάνεια σε εργαζόμενους για την απόκτηση κατοικίας. [1375,450,1560,481]
doctor-entry: ΔΗΜΗΤΡΙΟΣ Σ. ΜΟΥΖΑΚΑΣ Δερματολόγος. Εγνατία 99, τηλ. 268-813. [1376,616,1561,640]
front-5-text: Εγγραφές για τα προπαρασκευαστικά τμήματα των σχολών υπαξιωματικών. [589,1321,779,1342]
deh-signature: Δ.Ε.Η. [1524,1181,1552,1192]
tobacco-row [10,907,309,1056]
doctor-entry: ΑΡΗΣ ΔΗΜΑΣΤΑΣ Ορθοπεδικός. Εγνατία 65, τηλ. 266-008. [1376,794,1561,817]
transfer-row [10,1108,309,1212]
huppert-photo [320,1037,578,1312]
column-1 [10,0,309,1807]
divider [10,630,309,632]
announcements-title: ΔΙΑΚΗΡΥΞΕΙΣ [636,14,929,53]
transfer-ads-right: Επιτυχών στην ανώτατη βιομηχανική Θεσσαλονίκης επιθυμεί αμοιβαία μεταγραφή με επιτυχόντα στην αντίστοιχη σχολή Πειραιώς. Πληροφορίες 0321726-116. Επιτυχούσα στο μαθηματικό τμήμα Πατρών ζητά αμοιβαία μεταγραφή στο αντίστοιχο τμήμα Θεσσαλονίκης. Τηλ. 031-244-295. [163,1108,309,1209]
article-neurologists-more [319,268,579,346]
doctor-entry: Ο οδοντίατρος Αυγουστίνος Κάπος Ελ. Βενιζέλου 30, τηλ. 27-9800. [1182,589,1368,612]
ann-k-text: Η εκκλησιαστική επιτροπή του Ιερού Ναού Αγίου Δημητρίου προκηρύσσει μειοδοτικό διαγωνισμό για την κατασκευή σταθερών εδωλίων. Ο διαγωνισμός θα γίνει στις 12 Δεκεμβρίου 1978. [786,84,976,134]
cerium-line1: Μεῖνε Νέος [1033,1649,1125,1668]
doctor-entry: ΙΩΑΝΝΗΣ Κ. ΚΑΜΠΟΥΡΟΓΛΟΥ Ουρολόγος. Εγνατία 38, τηλ. 277-850. [1182,850,1368,873]
article-prosecutor: ΑΘΗΝΑ, 26.— Παραιτήθηκε ό εισαγγελέας εφετών Κρήτης κ. Σ. Λάγαρης. Η παραίτηση έγινε δεκτή από τον υπουργό Δικαιοσύνης κ. Γ. Σταμάτη. Ο κ. Λάγαρης είχε υποβάλει την παραίτησή του από τον περασμένο Ιούλιο. [10,722,156,802]
